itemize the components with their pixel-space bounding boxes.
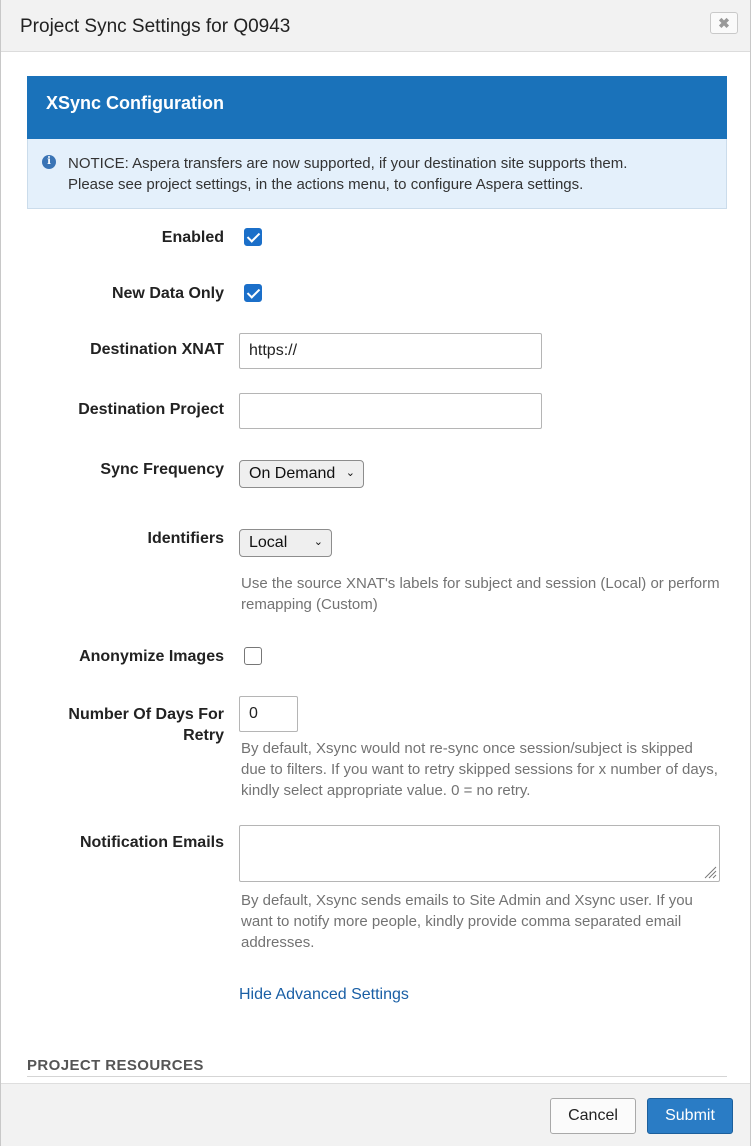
hide-advanced-settings-link[interactable]: Hide Advanced Settings: [239, 986, 409, 1003]
notification-emails-label: Notification Emails: [79, 834, 224, 851]
notice-text: [68, 153, 718, 195]
close-icon[interactable]: ✖: [710, 12, 738, 34]
enabled-label: Enabled: [161, 229, 224, 246]
aspera-notice: [27, 139, 727, 209]
identifiers-select[interactable]: [239, 529, 332, 557]
panel-header: [27, 76, 727, 139]
notice-line-1: NOTICE: Aspera transfers are now supported, if your destination site supports them.: [68, 155, 628, 172]
chevron-down-icon: ⌄: [345, 467, 355, 479]
retry-days-label: [68, 704, 224, 746]
destination-project-input[interactable]: [239, 393, 542, 429]
section-divider: [27, 1076, 727, 1077]
panel-title: XSync Configuration: [46, 93, 225, 113]
notification-emails-textarea[interactable]: [239, 825, 720, 882]
dialog-footer: [1, 1083, 750, 1146]
notification-emails-help: By default, Xsync sends emails to Site Admin and Xsync user. If you want to notify more people, kindly provide comma separated email addresses.: [241, 892, 693, 951]
destination-xnat-input[interactable]: https://: [239, 333, 542, 369]
resize-grip-icon[interactable]: [703, 865, 717, 879]
cancel-button[interactable]: Cancel: [550, 1098, 636, 1134]
new-data-only-checkbox[interactable]: [244, 284, 262, 302]
new-data-only-label: New Data Only: [111, 285, 224, 302]
dialog-titlebar: [1, 0, 750, 52]
destination-xnat-label: Destination XNAT: [90, 341, 224, 358]
sync-frequency-select[interactable]: [239, 460, 364, 488]
retry-days-label-line-1: Number Of Days For: [68, 706, 224, 723]
info-circle-icon: i: [42, 155, 56, 169]
dialog-title: Project Sync Settings for Q0943: [20, 16, 291, 37]
chevron-down-icon: ⌄: [313, 536, 323, 548]
identifiers-label: Identifiers: [147, 530, 224, 547]
sync-frequency-value: On Demand: [249, 465, 336, 482]
retry-days-help: By default, Xsync would not re-sync once session/subject is skipped due to filters. If you want to retry skipped sessions for x number of days, kindly select appropriate value. 0 = no retry.: [241, 740, 718, 799]
anonymize-images-checkbox[interactable]: [244, 647, 262, 665]
notice-line-2: Please see project settings, in the actions menu, to configure Aspera settings.: [68, 176, 584, 193]
retry-days-input[interactable]: 0: [239, 696, 298, 732]
identifiers-help: Use the source XNAT's labels for subject and session (Local) or perform remapping (Custom): [241, 575, 720, 613]
anonymize-images-label: Anonymize Images: [79, 648, 224, 665]
sync-frequency-label: Sync Frequency: [100, 461, 224, 478]
project-resources-heading: PROJECT RESOURCES: [27, 1057, 204, 1074]
enabled-checkbox[interactable]: [244, 228, 262, 246]
retry-days-label-line-2: Retry: [183, 727, 224, 744]
submit-button[interactable]: Submit: [647, 1098, 733, 1134]
destination-project-label: Destination Project: [78, 401, 224, 418]
identifiers-value: Local: [249, 534, 288, 551]
